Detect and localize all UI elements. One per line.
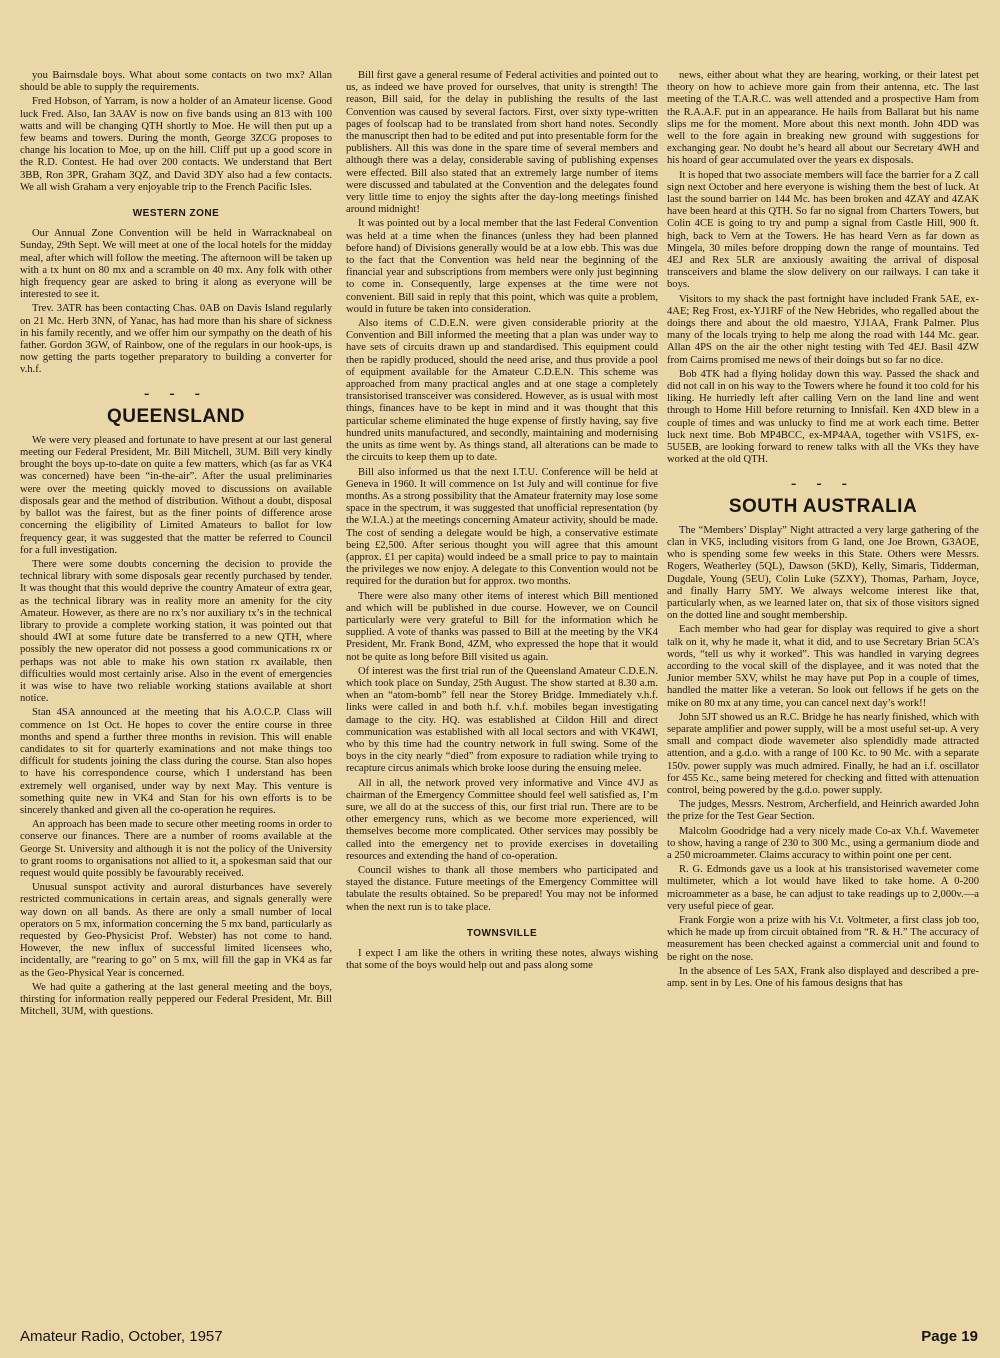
subsection-heading: WESTERN ZONE <box>132 208 220 220</box>
page-footer <box>20 1328 978 1345</box>
column-1 <box>20 70 332 1320</box>
paragraph: Bill first gave a general resume of Federal activities and pointed out to us, as indeed we have proved for ourselves, that unity is strength! The reason, Bill said, for the delay in publishing the results of the last Convention was caused by several factors. First, over sixty type-written pages of foolscap had to be translated from short hand notes. Secondly the manuscript then had to be edited and put into presentable form for the publishers. All this was done in the spare time of several members and although there was a delay, considerable saving of publishing expenses were effected. Bill also stated that an extremely large number of items were discussed and tabulated at the Convention and the delegates found very little time to enjoy the sights after the day-long meetings finished around midnight! <box>346 70 658 216</box>
paragraph: Of interest was the first trial run of the Queensland Amateur C.D.E.N. which took place on Sunday, 25th August. The show started at 8.30 a.m. when an “atom-bomb” fell near the Storey Bridge. Immediately v.h.f. links were called in and both h.f. v.h.f. mobiles began investigating damage to the city. HQ. was established at Cildon Hill and direct communication was established with all local sectors and with VK4WI, who by this time had the country network in full swing. Some of the boys in the city nearly “died” from exposure to radiation while trying to recapture circus animals which broke loose during the ensuing melee. <box>346 665 658 775</box>
paragraph: Malcolm Goodridge had a very nicely made Co-ax V.h.f. Wavemeter to show, having a range of 230 to 300 Mc., using a germanium diode and a 250 microammeter. Claims accuracy to within point one per cent. <box>667 825 979 861</box>
paragraph: All in all, the network proved very informative and Vince 4VJ as chairman of the Emergency Committee should feel well satisfied as, I’m sure, we all do at the success of this, our first trial run. There are to be other emergency runs, which as we become more experienced, will themselves become more complicated. Other services may possibly be called into the emergency net to provide exercises in dovetailing resources and extending the hand of co-operation. <box>346 777 658 862</box>
paragraph: We were very pleased and fortunate to have present at our last general meeting our Federal President, Mr. Bill Mitchell, 3UM. Bill very kindly brought the boys up-to-date on quite a few matters, which (as far as VK4 was concerned) have been “in-the-air”. After the usual preliminaries were over the meeting quickly moved to discussions on available disposals gear and the method of distribution. Without a doubt, disposal by ballot was the fairest, but as the finer points of difference arose concerning the eligibility of Limited Amateurs to ballot for low frequency gear, it was suggested that the matter be referred to Council for a full investigation. <box>20 434 332 556</box>
paragraph: Trev. 3ATR has been contacting Chas. 0AB on Davis Island regularly on 21 Mc. Herb 3NN, of Yanac, has had more than his share of sickness in his family recently, and we offer him our sympathy on the death of his father. Gordon 3GW, of Rainbow, one of the regulars in our hook-ups, is now getting the parts together preparatory to building a converter for v.h.f. <box>20 303 332 376</box>
paragraph: news, either about what they are hearing, working, or their latest pet theory on how to achieve more gain from their antenna, etc. The last meeting of the T.A.R.C. was well attended and a prospective Ham from the R.A.A.F. put in an appearance. He hails from Ballarat but his name slips me for the moment. More about this next month. John 4DD was well to the fore again in breaking new ground with suggestions for exchanging gear. No doubt he’s heard all about our Secretary 4WH and his hoard of gear accumulated over the years ex disposals. <box>667 70 979 167</box>
paragraph: Frank Forgie won a prize with his V.t. Voltmeter, a first class job too, which he made up from circuit obtained from “R. & H.” The accuracy of measurement has been checked against a commercial unit and found to be right on the nose. <box>667 915 979 963</box>
paragraph: It is hoped that two associate members will face the barrier for a Z call sign next October and here everyone is wishing them the best of luck. At last the sound barrier on 144 Mc. has been broken and 4ZAY and 4ZAK have been heard at this QTH. So far no signal from Charters Towers, but Colin 4CE is going to try and pump a signal from Castle Hill, 900 ft. high, back to Vern at the Towers. He has heard Vern as far down as Mingela, 30 miles before dropping down the range of mountains. Ted 4EJ and Rex 5LR are anxiously awaiting the arrival of disposal transceivers and blame the slow delivery on our railways. I can take it boys. <box>667 169 979 291</box>
paragraph: Visitors to my shack the past fortnight have included Frank 5AE, ex-4AE; Reg Frost, ex-YJ1RF of the New Hebrides, who regalled about the doings there and about the old maestro, YJ1AA, Frank Palmer. Plus many of the locals trying to help me along the road with 144 Mc. gear. Allan 4PS on the air the other night testing with Ted 4EJ. Basil 4ZW from Cairns promised me news of their doings but so far no dice. <box>667 293 979 366</box>
paragraph: Unusual sunspot activity and auroral disturbances have severely restricted communications in certain areas, and signals generally were way down on all bands. As there are only a small number of local operators on 5 mx, information concerning the 5 mx band, particularly as requested by Geo-Physicist Prof. Webster) has not come to hand. However, the new influx of successful limited licensees who, incidentally, are “rearing to go” on 5 mx, will fill the gap in VK4 as far as the Geo-Physical Year is concerned. <box>20 882 332 979</box>
paragraph: It was pointed out by a local member that the last Federal Convention was held at a time when the finances (unless they had been planned before hand) of Divisions generally would be at a low ebb. This was due to the fact that the Convention was held near the beginning of the financial year and subscriptions from members were only just beginning to come in. Consequently, large expenses at the time were not convenient. Bill said in reply that this point, which was quite a problem, would in future be taken into consideration. <box>346 218 658 315</box>
paragraph: The “Members’ Display” Night attracted a very large gathering of the clan in VK5, including visitors from G land, one Joe Brown, G3AOE, who is spending some few weeks in this State. Others were Messrs. Rogers, Weatherley (5QL), Dawson (5KD), Kelly, Simaris, Tidderman, Dugdale, Young (5EU), Colin Luke (5ZXY), Thomas, Parham, Joyce, and finally Harry 5MY. We always welcome interest like that, particularly when, as we learned later on, that six of those visitors signed on the dotted line and sought membership. <box>667 524 979 622</box>
section-separator: - - - <box>144 384 208 402</box>
section-heading: SOUTH AUSTRALIA <box>728 495 918 517</box>
paragraph: Also items of C.D.E.N. were given considerable priority at the Convention and Bill informed the meeting that a plan was under way to have sets of circuits drawn up and standardised. This equipment could then be rapidly produced, should the need arise, and thus provide a pool of equipment available for the Amateur C.D.E.N. This scheme was approached from many practical angles and at one stage a completely transistorised transceiver was considered. However, as is usual with most things, finances have to be kept in mind and it was thought that this particular scheme eliminated the huge expense of firstly having, say five hundred units manufactured, and secondly, maintaining and modernising the units as time went by. As things stand, all alterations can be made to the circuits to keep them up to date. <box>346 318 658 464</box>
paragraph: I expect I am like the others in writing these notes, always wishing that some of the boys would help out and pass along some <box>346 948 658 972</box>
publication-line: Amateur Radio, October, 1957 <box>20 1328 223 1345</box>
paragraph: Bill also informed us that the next I.T.U. Conference will be held at Geneva in 1960. It will commence on 1st July and will continue for five months. As a strong possibility that the Amateur fraternity may lose some space in the spectrum, it was suggested that unofficial representation (by the W.I.A.) at the meetings concerning Amateur activity, should be made. The cost of sending a delegate would be high, a conservative estimate being £2,500. After serious thought you will agree that this amount (approx. £1 per capita) would indeed be a small price to pay to maintain the privileges we now enjoy. A delegate to this Convention would not be required for the duration but for approx. two months. <box>346 466 658 588</box>
column-2 <box>346 70 658 1320</box>
paragraph: R. G. Edmonds gave us a look at his transistorised wavemeter come multimeter, which a lot would have liked to take home. A 0-200 microammeter as a base, he can adjust to take readings up to 2,000v.—a very useful piece of gear. <box>667 864 979 912</box>
subsection-heading: TOWNSVILLE <box>466 927 538 939</box>
paragraph: Bob 4TK had a flying holiday down this way. Passed the shack and did not call in on his way to the Towers where he found it too cold for his liking. He hurriedly left after calling Vern on the land line and went through to Home Hill before returning to Innisfail. Ken 4XD blew in a couple of times and was unlucky to find me at work each time. Better luck next time. Bob MP4BCC, ex-MP4AA, together with VS1FS, ex-5U5EB, are looking forward to renew talks with all the VKs they have worked at the old QTH. <box>667 368 979 466</box>
paragraph: Stan 4SA announced at the meeting that his A.O.C.P. Class will commence on 1st Oct. He hopes to cover the entire course in three months and spend a further three months in revision. This will enable candidates to sit for quarterly examinations and not make things too difficult for students joining the class during the course. Stan also hopes to have his correspondence course, which I understand has been extremely well organised, under way by next May. This venture is something quite new in VK4 and Stan for his own efforts is to be sincerely thanked and given all the co-operation he requires. <box>20 707 332 816</box>
page-number: Page 19 <box>921 1328 978 1345</box>
section-heading: QUEENSLAND <box>106 405 245 427</box>
paragraph: Each member who had gear for display was required to give a short talk on it, why he made it, what it did, and to use Secretary Brian 5CA’s words, “tell us why it worked”. This was handled in varying degrees according to the vocal skill of the displayee, and it was noted that the Junior member 5XV, whilst he may have put Pop in a couple of times, handled the matter like a veteran. So look out fellows if he gets on the mike on 80 mx at any time, you can cancel next day’s work!! <box>667 624 979 709</box>
paragraph: John 5JT showed us an R.C. Bridge he has nearly finished, which with separate amplifier and power supply, will be a most useful set-up. A very small and compact diode wavemeter also splendidly made attracted attention, and a g.d.o. with a range of 100 Kc. to 90 Mc. with a separate 150v. power supply was much admired. Finally, he had an i.f. oscillator for 455 Kc., same being metered for checking and fitted with attenuation control, being powered by the g.d.o. power supply. <box>667 711 979 796</box>
paragraph: In the absence of Les 5AX, Frank also displayed and described a pre-amp. sent in by Les. One of his famous designs that has <box>667 965 979 990</box>
paragraph: Fred Hobson, of Yarram, is now a holder of an Amateur license. Good luck Fred. Also, Ian 3AAV is now on five bands using an 813 with 100 watts and will be changing QTH shortly to Moe. He will then put up a few beams and towers. During the month, George 3ZCG proposes to change his location to Moe, up on the hill. Cliff put up a good score in the R.D. Contest. He had over 200 contacts. We understand that Bert 3BB, Ron 3PR, Graham 3QZ, and David 3DY also had a few contacts. We all wish Graham a very enjoyable trip to the French Pacific Isles. <box>20 96 332 193</box>
paragraph: There were also many other items of interest which Bill mentioned and which will be published in due course. However, we on Council particularly were very grateful to Bill for the information which he supplied. A vote of thanks was passed to Bill at the meeting by the VK4 President, Mr. Frank Bond, 4ZM, who expressed the hope that it would not be quite as long before Bill visited us again. <box>346 590 658 663</box>
paragraph: We had quite a gathering at the last general meeting and the boys, thirsting for information really peppered our Federal President, Mr. Bill Mitchell, 3UM, with questions. <box>20 981 332 1018</box>
column-3 <box>667 70 979 1320</box>
paragraph: An approach has been made to secure other meeting rooms in order to conserve our finances. There are a number of rooms available at the George St. University and although it is not the policy of the University to grant rooms to organisations not allied to it, a spokesman said that our request would quite possibly be favourably received. <box>20 819 332 879</box>
paragraph: The judges, Messrs. Nestrom, Archerfield, and Heinrich awarded John the prize for the Test Gear Section. <box>667 799 979 823</box>
paragraph: Council wishes to thank all those members who participated and stayed the distance. Future meetings of the Emergency Committee will tabulate the results obtained. So be prepared! You may not be informed when the next run is to take place. <box>346 865 658 913</box>
paragraph: Our Annual Zone Convention will be held in Warracknabeal on Sunday, 29th Sept. We will meet at one of the local hotels for the midday meal, after which will follow the meeting. The afternoon will be taken up with a tx hunt on 80 mx and a scramble on 40 mx. Any folk with other high frequency gear are asked to bring it along as everyone will be interested to see it. <box>20 228 332 301</box>
section-separator: - - - <box>791 474 855 492</box>
paragraph: There were some doubts concerning the decision to provide the technical library with some disposals gear recently purchased by tender. It was thought that this would deprive the country Amateur of extra gear, as the technical library was in reality more an amenity for the city Amateur. However, as there are no rx’s nor auxiliary tx’s in the technical library to provide a complete working station, it was pointed out that should 4WI at some future date be transferred to a new QTH, where possibly the new operator did not possess a good communications rx or perhaps was not able to make his own station rx available, then difficulties would most certainly arise. Also in the event of emergencies it was wise to have two reliable working stations available at short notice. <box>20 558 332 705</box>
paragraph: you Bairnsdale boys. What about some contacts on two mx? Allan should be able to supply the requirements. <box>20 70 332 94</box>
